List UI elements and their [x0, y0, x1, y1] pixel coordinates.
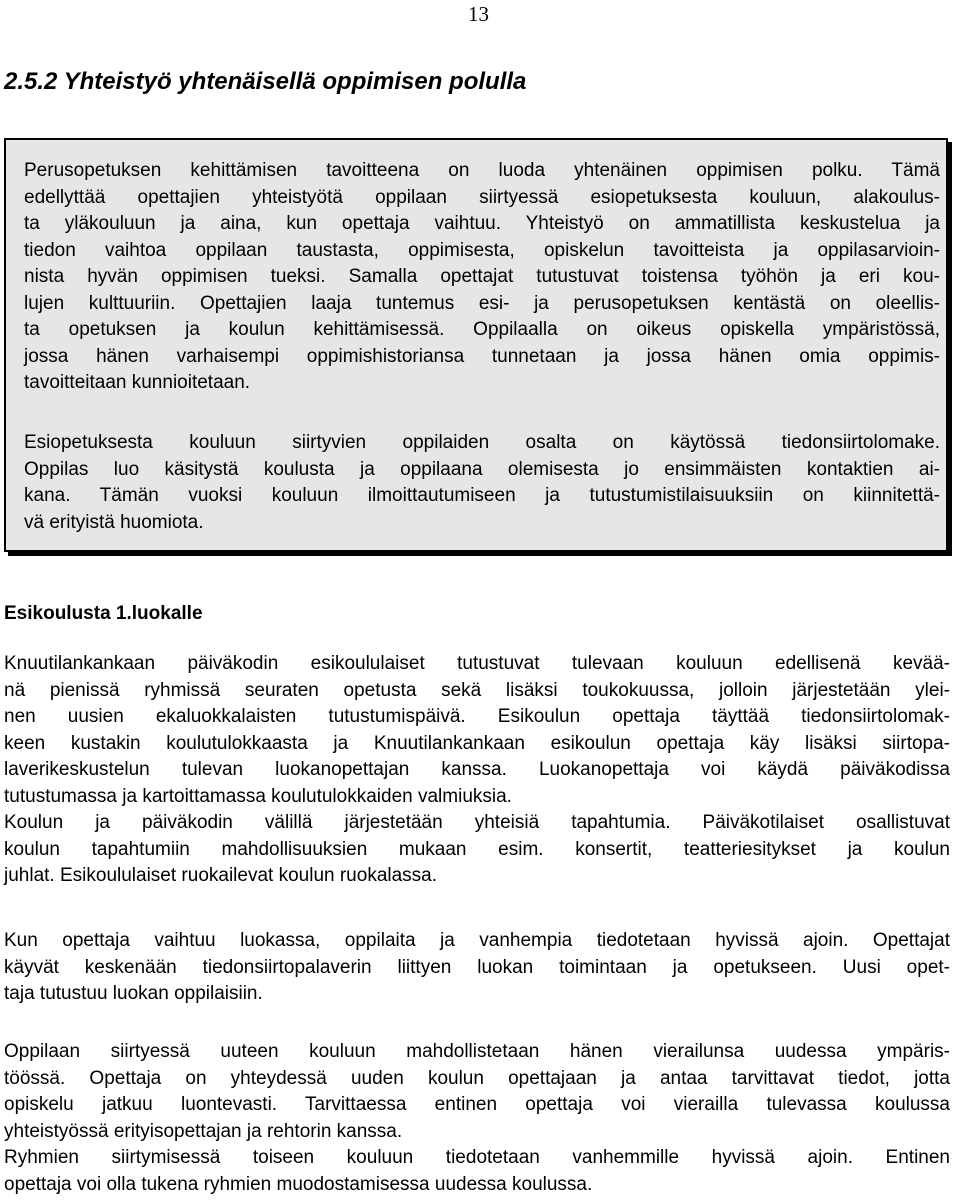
text-line: vä erityistä huomiota.	[24, 511, 204, 533]
text-line: koulun tapahtumiin mahdollisuuksien mukaan esim. konsertit, teatteriesitykset ja koulun	[4, 838, 950, 860]
text-line: Oppilas luo käsitystä koulusta ja oppilaana olemisesta jo ensimmäisten kontaktien ai-	[24, 458, 940, 480]
paragraph-3	[4, 1039, 950, 1198]
text-line: Koulun ja päiväkodin välillä järjestetään yhteisiä tapahtumia. Päiväkotilaiset osallistuvat	[4, 812, 950, 833]
text-line: Ryhmien siirtymisessä toiseen kouluun tiedotetaan vanhemmille hyvissä ajoin. Entinen	[4, 1147, 950, 1168]
text-line: nista hyvän oppimisen tueksi. Samalla opettajat tutustuvat toistensa työhön ja eri kou-	[24, 266, 940, 287]
text-line: nä pienissä ryhmissä seuraten opetusta sekä lisäksi toukokuussa, jolloin järjestetään ylei-	[4, 679, 950, 701]
text-line: Knuutilankankaan päiväkodin esikoululaiset tutustuvat tulevaan kouluun edellisenä kevää-	[4, 653, 950, 674]
text-line: Kun opettaja vaihtuu luokassa, oppilaita ja vanhempia tiedotetaan hyvissä ajoin. Opettajat	[4, 930, 950, 951]
text-line: tavoitteitaan kunnioitetaan.	[24, 372, 251, 393]
text-line: Oppilaan siirtyessä uuteen kouluun mahdollistetaan hänen vierailunsa uudessa ympäris-	[4, 1041, 950, 1062]
text-line: Perusopetuksen kehittämisen tavoitteena on luoda yhtenäinen oppimisen polku. Tämä	[24, 160, 940, 181]
text-line: ta yläkouluun ja aina, kun opettaja vaihtuu. Yhteistyö on ammatillista keskustelua ja	[24, 213, 940, 234]
text-line: ta opetuksen ja koulun kehittämisessä. Oppilaalla on oikeus opiskella ympäristössä,	[24, 319, 940, 340]
text-line: töössä. Opettaja on yhteydessä uuden koulun opettajaan ja antaa tarvittavat tiedot, jotta	[4, 1067, 950, 1089]
text-line: taja tutustuu luokan oppilaisiin.	[4, 983, 263, 1004]
text-line: käyvät keskenään tiedonsiirtopalaverin liittyen luokan toimintaan ja opetukseen. Uusi opet-	[4, 956, 950, 978]
text-line: keen kustakin koulutulokkaasta ja Knuutilankankaan esikoulun opettaja käy lisäksi siirtopa-	[4, 732, 950, 754]
text-line: opettaja voi olla tukena ryhmien muodostamisessa uudessa koulussa.	[4, 1173, 593, 1195]
text-line: Esiopetuksesta kouluun siirtyvien oppilaiden osalta on käytössä tiedonsiirtolomake.	[24, 432, 940, 453]
text-line: lujen kulttuuriin. Opettajien laaja tuntemus esi- ja perusopetuksen kentästä on oleellis-	[24, 292, 940, 314]
box-paragraph-1	[24, 158, 940, 397]
text-line: nen uusien ekaluokkalaisten tutustumispäivä. Esikoulun opettaja täyttää tiedonsiirtolomak-	[4, 706, 950, 727]
text-line: jossa hänen varhaisempi oppimishistoriansa tunnetaan ja jossa hänen omia oppimis-	[24, 345, 940, 367]
section-title: 2.5.2 Yhteistyö yhtenäisellä oppimisen polulla	[4, 68, 527, 95]
text-line: edellyttää opettajien yhteistyötä oppilaan siirtyessä esiopetuksesta kouluun, alakoulus-	[24, 186, 940, 208]
paragraph-2	[4, 928, 950, 1008]
text-line: tutustumassa ja kartoittamassa koulutulokkaiden valmiuksia.	[4, 785, 512, 807]
text-line: tiedon vaihtoa oppilaan taustasta, oppimisesta, opiskelun tavoitteista ja oppilasarvioin-	[24, 239, 940, 261]
subheading: Esikoulusta 1.luokalle	[4, 603, 203, 624]
text-line: opiskelu jatkuu luontevasti. Tarvittaessa entinen opettaja voi vierailla tulevassa koulussa	[4, 1094, 950, 1115]
text-line: laverikeskustelun tulevan luokanopettajan kanssa. Luokanopettaja voi käydä päiväkodissa	[4, 759, 950, 780]
paragraph-1	[4, 651, 950, 890]
text-line: kana. Tämän vuoksi kouluun ilmoittautumiseen ja tutustumistilaisuuksiin on kiinnitettä-	[24, 485, 940, 506]
text-line: juhlat. Esikoululaiset ruokailevat koulun ruokalassa.	[4, 865, 438, 886]
box-paragraph-2	[24, 430, 940, 536]
highlight-box	[4, 138, 948, 552]
text-line: yhteistyössä erityisopettajan ja rehtorin kanssa.	[4, 1120, 403, 1142]
page-number: 13	[468, 2, 489, 26]
